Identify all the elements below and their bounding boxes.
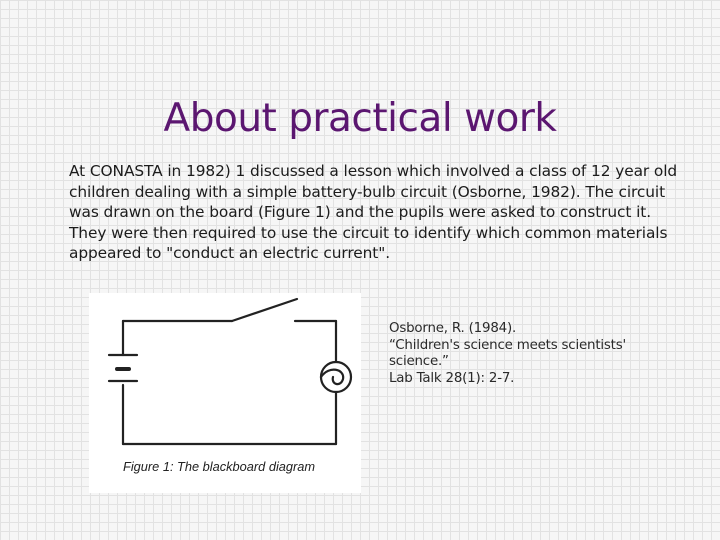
- bulb-circle: [321, 362, 351, 392]
- switch-blade: [232, 299, 297, 321]
- reference-block: [389, 321, 689, 387]
- circuit-diagram: [89, 293, 361, 493]
- body-paragraph: At CONASTA in 1982) 1 discussed a lesson which involved a class of 12 year old children dealing with a simple battery-bulb circuit (Osborne, 1982). The circuit was drawn on the board (Figure 1) and the pupils were asked to construct it. They were then required to use the circuit to identify which common materials appeared to "conduct an electric current".: [69, 162, 678, 263]
- reference-line-1: Osborne, R. (1984).: [389, 321, 517, 336]
- figure-caption: Figure 1: The blackboard diagram: [123, 459, 316, 474]
- bulb-filament: [321, 370, 343, 384]
- circuit-figure: [89, 293, 361, 493]
- slide-title: [0, 96, 720, 141]
- reference-line-3: science.”: [389, 354, 449, 370]
- reference-line-2: “Children's science meets scientists': [389, 337, 626, 353]
- reference-line-4: Lab Talk 28(1): 2-7.: [389, 370, 515, 386]
- slide-title-text: About practical work: [163, 96, 557, 141]
